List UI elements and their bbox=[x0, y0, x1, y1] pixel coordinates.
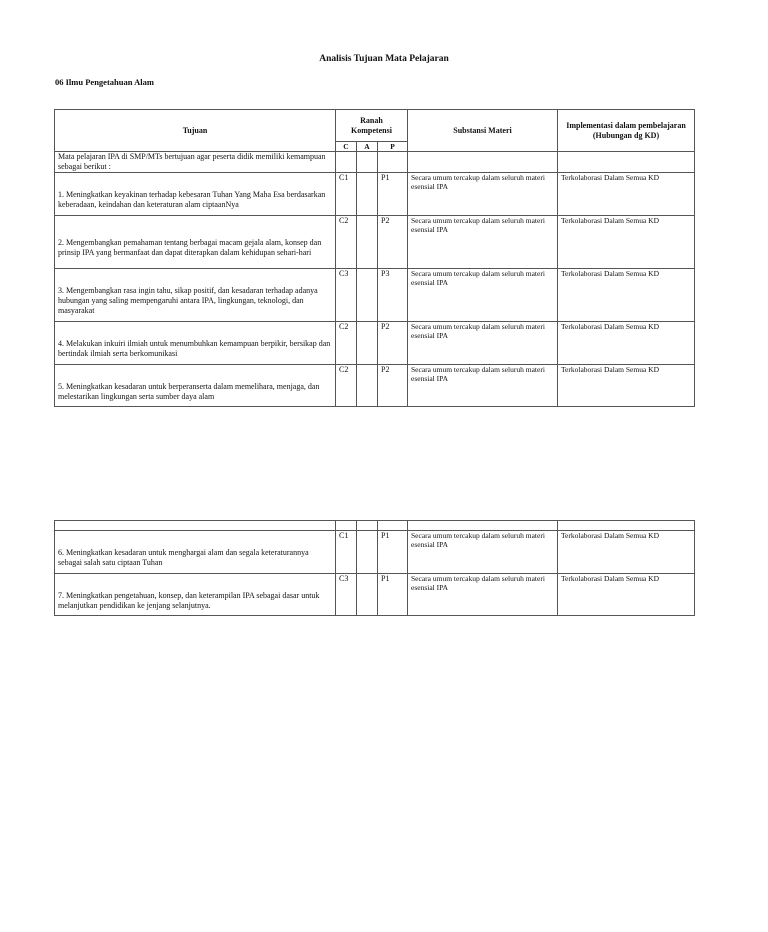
implementasi-text: Terkolaborasi Dalam Semua KD bbox=[558, 322, 695, 365]
level-a bbox=[357, 322, 378, 365]
implementasi-text: Terkolaborasi Dalam Semua KD bbox=[558, 365, 695, 407]
table-row bbox=[55, 574, 695, 616]
intro-text: Mata pelajaran IPA di SMP/MTs bertujuan agar peserta didik memiliki kemampuan sebagai berikut : bbox=[55, 152, 336, 173]
level-a bbox=[357, 365, 378, 407]
substansi-text: Secara umum tercakup dalam seluruh materi esensial IPA bbox=[408, 216, 558, 269]
goal-text: 5. Meningkatkan kesadaran untuk berperanserta dalam memelihara, menjaga, dan melestarikan lingkungan serta sumber daya alam bbox=[55, 365, 336, 407]
level-c: C2 bbox=[336, 365, 357, 407]
level-c: C1 bbox=[336, 173, 357, 216]
level-a bbox=[357, 269, 378, 322]
level-a bbox=[357, 173, 378, 216]
substansi-text: Secara umum tercakup dalam seluruh materi esensial IPA bbox=[408, 269, 558, 322]
table-row bbox=[55, 269, 695, 322]
implementasi-text: Terkolaborasi Dalam Semua KD bbox=[558, 531, 695, 574]
level-p: P2 bbox=[378, 365, 408, 407]
implementasi-text: Terkolaborasi Dalam Semua KD bbox=[558, 269, 695, 322]
header-tujuan: Tujuan bbox=[55, 110, 336, 152]
level-p: P1 bbox=[378, 574, 408, 616]
implementasi-text: Terkolaborasi Dalam Semua KD bbox=[558, 216, 695, 269]
subject-label: 06 Ilmu Pengetahuan Alam bbox=[55, 77, 154, 87]
level-a bbox=[357, 216, 378, 269]
level-c: C2 bbox=[336, 322, 357, 365]
header-p: P bbox=[378, 142, 408, 152]
substansi-text: Secara umum tercakup dalam seluruh materi esensial IPA bbox=[408, 574, 558, 616]
level-c: C3 bbox=[336, 269, 357, 322]
substansi-text: Secara umum tercakup dalam seluruh materi esensial IPA bbox=[408, 173, 558, 216]
level-c: C1 bbox=[336, 531, 357, 574]
goal-text: 1. Meningkatkan keyakinan terhadap kebesaran Tuhan Yang Maha Esa berdasarkan keberadaan, keindahan dan keteraturan alam ciptaanNya bbox=[55, 173, 336, 216]
level-a bbox=[357, 574, 378, 616]
document-title: Analisis Tujuan Mata Pelajaran bbox=[319, 54, 449, 64]
level-p: P2 bbox=[378, 322, 408, 365]
header-implementasi: Implementasi dalam pembelajaran (Hubungan dg KD) bbox=[558, 110, 695, 152]
table-row bbox=[55, 322, 695, 365]
level-p: P1 bbox=[378, 173, 408, 216]
level-p: P2 bbox=[378, 216, 408, 269]
table-row bbox=[55, 365, 695, 407]
header-substansi-materi: Substansi Materi bbox=[408, 110, 558, 152]
substansi-text: Secara umum tercakup dalam seluruh materi esensial IPA bbox=[408, 322, 558, 365]
table-row bbox=[55, 173, 695, 216]
goal-text: 3. Mengembangkan rasa ingin tahu, sikap positif, dan kesadaran terhadap adanya hubungan yang saling mempengaruhi antara IPA, lingkungan, teknologi, dan masyarakat bbox=[55, 269, 336, 322]
implementasi-text: Terkolaborasi Dalam Semua KD bbox=[558, 173, 695, 216]
header-ranah-kompetensi: Ranah Kompetensi bbox=[336, 110, 408, 142]
header-a: A bbox=[357, 142, 378, 152]
level-c: C3 bbox=[336, 574, 357, 616]
substansi-text: Secara umum tercakup dalam seluruh materi esensial IPA bbox=[408, 531, 558, 574]
analysis-table-page2 bbox=[54, 520, 695, 616]
level-a bbox=[357, 531, 378, 574]
header-c: C bbox=[336, 142, 357, 152]
goal-text: 6. Meningkatkan kesadaran untuk menghargai alam dan segala keteraturannya sebagai salah satu ciptaan Tuhan bbox=[55, 531, 336, 574]
goal-text: 4. Melakukan inkuiri ilmiah untuk menumbuhkan kemampuan berpikir, bersikap dan bertindak ilmiah serta berkomunikasi bbox=[55, 322, 336, 365]
goal-text: 2. Mengembangkan pemahaman tentang berbagai macam gejala alam, konsep dan prinsip IPA yang bermanfaat dan dapat diterapkan dalam kehidupan sehari-hari bbox=[55, 216, 336, 269]
substansi-text: Secara umum tercakup dalam seluruh materi esensial IPA bbox=[408, 365, 558, 407]
analysis-table-page1 bbox=[54, 109, 695, 407]
level-c: C2 bbox=[336, 216, 357, 269]
level-p: P1 bbox=[378, 531, 408, 574]
implementasi-text: Terkolaborasi Dalam Semua KD bbox=[558, 574, 695, 616]
goal-text: 7. Meningkatkan pengetahuan, konsep, dan keterampilan IPA sebagai dasar untuk melanjutkan pendidikan ke jenjang selanjutnya. bbox=[55, 574, 336, 616]
table-row bbox=[55, 531, 695, 574]
level-p: P3 bbox=[378, 269, 408, 322]
table-row bbox=[55, 216, 695, 269]
